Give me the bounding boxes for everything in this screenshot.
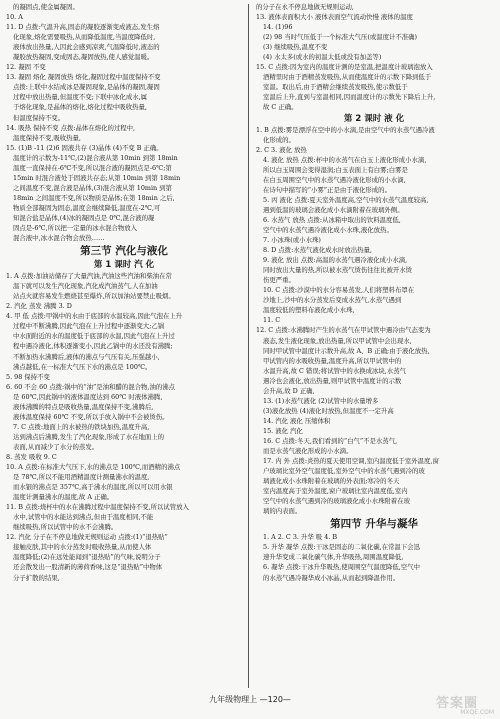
answer-line: 15. (1)B -11 (2)6 固液共存 (3)晶体 (4)不变 B 正确。 [6,143,163,152]
answer-line: 表面,从而减少了水分的蒸发。 [13,442,99,451]
answer-line: 速升华变成二氧化碳气体,升华吸热,周围温度降低, [263,553,404,562]
answer-line: 液体温度保持 60℃ 不变,所以手放入锅中不会被烫伤。 [13,412,169,421]
lesson-title: 第 2 课时 液 化 [343,113,405,124]
answer-line: 伤更严重。 [263,276,295,285]
answer-line: 18min 之间温度不变,所以物质是晶体;在第 18min 之后, [13,193,175,202]
answer-line: 分子扩散的结果, [13,573,60,582]
answer-line: 15. C 点拨:因为室内的温度计测的是室温,把温度计玻璃泡放入 [256,63,433,72]
answer-line: 过程中放出热量,但温度不变;下联中冰化成水,属 [13,93,148,102]
answer-line: 12. 凝固 不变 [6,63,46,72]
answer-line: 温度保持不变,吸收热量, [13,133,81,142]
answer-line: 甲试管内的水吸收热量,温度升高,所以甲试管中的 [263,356,402,365]
answer-line: 6. 水蒸气 放热 点拨:从冰箱中取出的饮料温度低, [263,215,401,224]
answer-line: 10. A 点拨:在标准大气压下,水的沸点是 100℃,而酒精的沸点 [6,463,181,472]
answer-line: 程中遇冷液化,体积逐渐变小,因此乙锅中的水还没有沸腾; [13,342,173,351]
watermark-logo: 答案圈 [435,695,478,711]
answer-line: 10. C 点拨:沙漠中的水分容易蒸发,人们将塑料布罩在 [263,286,415,295]
answer-line: 接触皮肤,其中的水分蒸发时吸收热量,从而使人体 [13,543,152,552]
answer-line: 的分子在永不停息地做无规则运动, [256,3,354,11]
answer-line: 15. 液化 汽化 [263,426,303,435]
answer-line: 空气中的水蒸气遇冷液化成小水珠,液化放热。 [263,225,393,234]
answer-line: 11. C [263,316,281,325]
answer-page [6,2,494,692]
answer-line: 是 78℃,所以不能用酒精温度计测量沸水的温度, [13,473,150,482]
answer-line: 1. A 点拨:加油站储存了大量汽油,汽油这些汽油和柴油在常 [6,272,172,281]
answer-line: 空气中的水蒸气遇到冷的玻璃液化成小水珠附着在玻 [263,497,410,506]
left-column [6,2,242,583]
answer-line: 是 60℃,因此锅中的液体温度达到 60℃ 时液体沸腾, [13,392,163,401]
answer-line: 化现象,熔化需要吸热,从而降低温度,当温度降低时, [13,33,156,42]
answer-line: 所以白玉周围会变得湿润;白玉表面上有白雾;白雾是 [263,165,408,174]
answer-line: 点拨:上联中水结成冰是凝固现象,是晶体的凝固,凝固 [13,83,160,92]
answer-line: 沙地上,沙中的水分蒸发后变成水蒸气,水蒸气遇到 [263,296,402,305]
answer-line: 9. 液化 放出 点拨:高温的水蒸气遇冷液化成小水滴, [263,256,408,265]
answer-line: 4. 液化 放热 点拨:杯中的水蒸气在白玉上液化形成小水滴, [263,155,427,164]
answer-line: 的凝固点,使金属凝固。 [13,3,79,11]
answer-line: 酒精里时由于酒精蒸发吸热,从而使温度计的示数下降到低于 [263,73,432,82]
watermark-url: MXQE.COM [460,709,494,716]
answer-line: 5. 丙 液化 点拨:夏天室外温度高,空气中的水蒸气温度较高, [263,195,429,204]
answer-line: (3)液化放热 (4)液化时放热,但温度不一定升高 [263,406,394,415]
answer-line: (4) 水太多(或水的初温太低或没有加盖等) [263,53,382,62]
answer-line: 于熔化现象,是晶体的熔化,熔化过程中吸收热量, [13,103,147,112]
answer-line: 温度较低的塑料布液化成小水珠, [263,306,355,315]
answer-line: 水中,试管中的水能达到沸点,但由于温度相同,不能 [13,513,154,522]
answer-line: 温度一直保持在-6℃不变,所以混合液的凝固点是-6℃;第 [13,163,172,172]
answer-line: 中水面附近的水的温度低于底部的水温,因此气泡在上升过 [13,332,175,341]
answer-line: 还会散发出一股清新的薄荷香味,这是“退热贴”中物体 [13,563,163,572]
answer-line: 在白玉周围空气中的水蒸气遇冷液化形成的小水滴, [263,175,406,184]
answer-line: 温下就可以发生汽化现象,汽化成汽油蒸气,人在加油 [13,282,158,291]
answer-line: 知混合盐是晶体,(4)冰的凝固点是 0℃,混合液的凝 [13,213,155,222]
answer-line: 过程中不断沸腾,因此气泡在上升过程中逐渐变大;乙锅 [13,322,165,331]
answer-line: 户玻璃比室外空气温度低,室外空气中的水蒸气遇到冷的玻 [263,467,425,476]
answer-line: 8. 蒸发 吸收 9. C [6,452,57,461]
right-column [256,2,492,583]
answer-line: 15min 时混合液处于固液共存态;从第 10min 到第 18min [13,173,181,182]
answer-line: 不断加热水沸腾后,液体的沸点与气压有关,压强越小, [13,352,160,361]
answer-line: 继续吸热,所以试管中的水不会沸腾。 [13,523,118,532]
answer-line: 物质全部凝固为固态,温度会继续降低,温度在-2℃,可 [13,203,161,212]
answer-line: 液态,发生液化现象,放出热量,所以甲试管中会出现水, [263,336,412,345]
answer-line: 凝胶放热凝固,变成固态,凝固放热,使人感觉温暖。 [13,53,154,62]
answer-line: (2) 98 当时气压低于一个标准大气压(或温度计不准确) [263,33,418,42]
answer-line: 1. A 2. C 3. 升华 吸 4. B [263,533,338,542]
answer-line: 温度计的示数为-11℃,(2)混合液从第 10min 到第 18min [13,153,178,162]
answer-line: 璃液化成小水珠附着在玻璃的外表面;寒冷的冬天 [263,477,400,486]
answer-line: 8. D 点拨:水蒸气液化成水时放出热量, [263,246,372,255]
answer-line: 室内温度高于室外温度,窗户玻璃比室内温度低,室内 [263,487,408,496]
answer-line: (3) 继续吸热,温度不变 [263,43,328,52]
answer-line: 化形成的。 [263,135,295,144]
answer-line: 故 C 正确。 [263,103,298,112]
answer-line: 5. 98 保持不变 [6,372,50,381]
column-divider [248,4,249,688]
answer-line: 12. C 点拨:水沸腾时产生的水蒸气在甲试管中遇冷由气态变为 [256,326,431,335]
answer-line: 沸点越低,在一标准大气压下水的沸点是 100℃。 [13,362,152,371]
answer-line: 璃的内表面。 [263,507,302,516]
answer-line: 2. 汽化 蒸发 沸腾 3. D [6,302,72,311]
answer-line: 遇冷也会液化,放出热量,则甲试管中温度计的示数 [263,376,402,385]
lesson-title: 第 1 课时 汽 化 [93,260,155,271]
answer-line: 5. 升华 凝华 点拨:干冰是固态的二氧化碳,在常温下会迅 [263,543,420,552]
answer-line: 14. (1)96 [263,23,293,32]
answer-line: 4. 甲 低 点拨:甲锅中的水由于底部的水温较高,因此气泡在上升 [6,312,183,321]
answer-line: 在诗句中描写的“小雾”正是由于液化形成的。 [263,185,391,194]
section-title: 第三节 汽化与液化 [80,245,168,258]
answer-line: 7. C 点拨:地面上的水被热的铁块加热,温度升高, [13,422,150,431]
answer-line: 站点火就容易发生燃烧甚至爆炸,所以加油站要禁止吸烟。 [13,292,175,301]
answer-line: 13. (1)水蒸气液化 (2)试管中的水量增多 [263,396,379,405]
answer-line: 同时放出大量的热,所以被水蒸气烫伤往往比被开水烫 [263,266,413,275]
section-title: 第四节 升华与凝华 [330,518,418,531]
answer-line: 11. B 点拨:烧杯中的水在沸腾过程中温度保持不变,所以试管放入 [6,503,189,512]
answer-line: 6. 凝华 点拨:干冰升华吸热,使周围空气温度降低,空气中 [263,563,420,572]
answer-line: 会升高,故 D 正确, [263,386,315,395]
answer-line: 之间温度不变,混合液是晶体,(3)混合液从第 10min 到第 [13,183,172,192]
answer-line: 液体放出热量,人因此会感到凉爽,气温降低时,液态的 [13,43,160,52]
answer-line: 室温。取出后,由于酒精会继续蒸发吸热,使示数低于 [263,83,408,92]
answer-line: 10. A [6,13,23,22]
answer-line: 14. 汽化 液化 压缩体积 [263,416,331,425]
answer-line: 1. B 点拨:雾是漂浮在空中的小水滴,是由空气中的水蒸气遇冷液 [256,125,435,134]
answer-line: 达到沸点后沸腾,发生了汽化现象,形成了水在地面上的 [13,432,165,441]
answer-line: 的水蒸气遇冷凝华成小冰晶,从而起到降温作用。 [263,573,400,582]
answer-line: 16. C 点拨:冬天,我们看到的“白气”不是水蒸气, [263,436,398,445]
answer-line: 12. 汽化 分子在不停息地做无规则运动 点拨:(1)“退热贴” [6,533,168,542]
answer-line: 温度计测量沸水的温度,故 A 正确。 [13,493,114,502]
answer-line: 而水银的沸点是 357℃,高于沸水的温度,所以可以用水银 [13,483,173,492]
answer-line: 液体沸腾的特点是吸收热量,温度保持不变,沸腾后, [13,402,154,411]
answer-line: 水温升高,故 C 错误;将试管中的水换成冰块,水蒸气 [263,366,406,375]
answer-line: 固点是-6℃,所以把一定量的冰水混合物放入 [13,224,138,233]
answer-line: 2. C 3. 液化 放热 [256,145,307,154]
answer-line: 但温度保持不变。 [13,113,65,122]
answer-line: 11. D 点拨:气温升高,固态的凝胶逐渐变成液态,发生熔 [6,23,160,32]
answer-line: 17. 内 外 点拨:炎热的夏天使用空调,室内温度低于室外温度,窗 [263,457,439,466]
answer-line: 遇到低温的玻璃会液化成小水滴附着在玻璃外侧。 [263,205,404,214]
answer-line: 14. 吸热 保持不变 点拨:晶体在熔化的过程中, [6,123,136,132]
answer-line: 13. 液体表面积大小 液体表面空气流动快慢 液体的温度 [256,13,413,22]
answer-line: 7. 小冰珠(或小水珠) [263,236,321,245]
answer-line: 温度降低;(2)在远处能闻到“退热贴”的气味,说明分子 [13,553,161,562]
answer-line: 同时甲试管中温度计示数升高,故 A、B 正确;由于液化放热, [263,346,430,355]
answer-line: 6. 60 不会 60 点拨:锅中的“油”是油和醋的混合物,油的沸点 [6,382,176,391]
page-footer: 九年级物理上 —120— [209,695,291,704]
answer-line: 13. 凝固 熔化 凝固放热 熔化,凝固过程中温度保持不变 [6,73,161,82]
answer-line: 混合液中,冰水混合物会放热…… [13,234,105,243]
answer-line: 室温后上升,直到与室温相同,因而温度计的示数先下降后上升, [263,93,436,102]
answer-line: 而是水蒸气液化形成的小水滴。 [263,447,353,456]
